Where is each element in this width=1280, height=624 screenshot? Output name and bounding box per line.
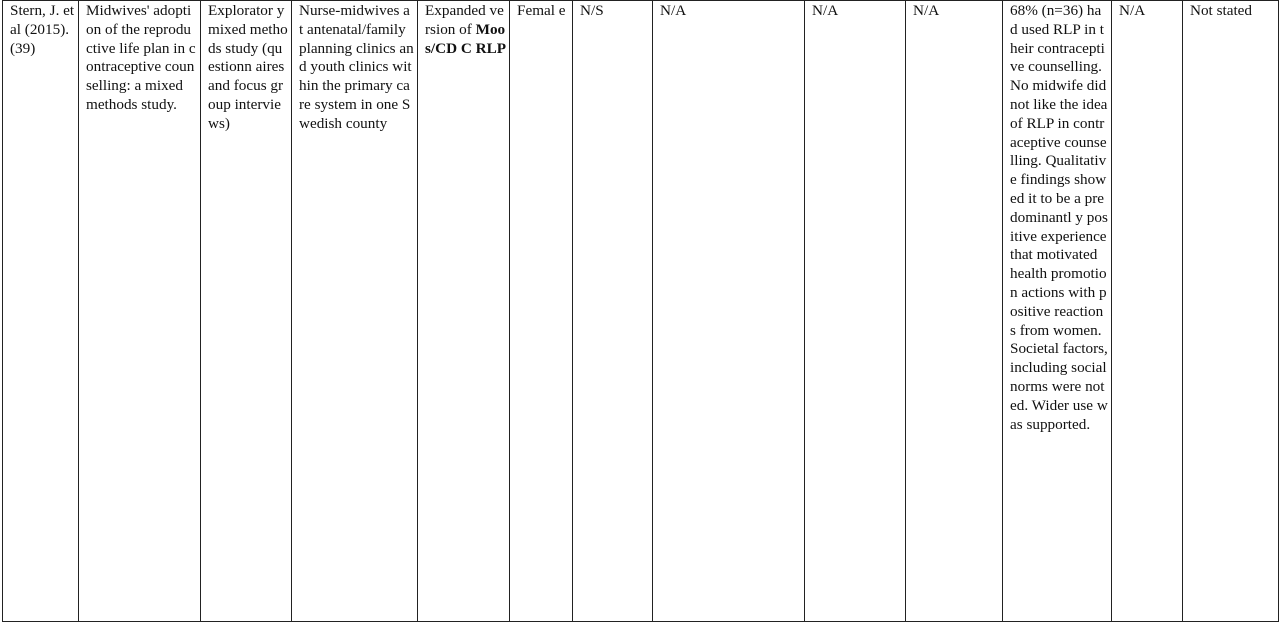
col12-text: N/A: [1119, 2, 1146, 19]
title-cell: [79, 1, 201, 622]
findings-cell: [1003, 1, 1112, 622]
title-text: Midwives' adoption of the reproductive life plan in contraceptive counselling: a mixed methods study.: [86, 2, 196, 113]
gender-cell: [510, 1, 573, 622]
intervention-bold-text: Moos/CD C RLP: [425, 20, 507, 57]
col12-cell: [1112, 1, 1183, 622]
intervention-cell: [418, 1, 510, 622]
col10-text: N/A: [913, 2, 940, 19]
findings-text: 68% (n=36) had used RLP in their contraceptive counselling. No midwife did not like the idea of RLP in contraceptive counselling. Qualitative findings showed it to be a predominantl y positive experience that motivated health promotion actions with positive reactions from women. Societal factors, including social norms were noted. Wider use was supported.: [1010, 2, 1108, 433]
col7-cell: [573, 1, 653, 622]
intervention-prefix-text: Expanded version of: [425, 2, 504, 38]
design-text: Explorator y mixed methods study (questionn aires and focus group interviews): [208, 2, 288, 132]
evidence-table: [2, 0, 1279, 622]
table-row: [3, 1, 1279, 622]
author-text: Stern, J. et al (2015). (39): [10, 2, 75, 57]
setting-text: Nurse-midwives at antenatal/family planning clinics and youth clinics within the primary care system in one Swedish county: [299, 2, 414, 132]
col7-text: N/S: [580, 2, 604, 19]
col13-cell: [1183, 1, 1279, 622]
gender-text: Femal e: [517, 2, 566, 19]
col9-text: N/A: [812, 2, 839, 19]
col13-text: Not stated: [1190, 2, 1253, 19]
setting-cell: [292, 1, 418, 622]
col8-cell: [653, 1, 805, 622]
col8-text: N/A: [660, 2, 687, 19]
col10-cell: [906, 1, 1003, 622]
design-cell: [201, 1, 292, 622]
col9-cell: [805, 1, 906, 622]
author-cell: [3, 1, 79, 622]
